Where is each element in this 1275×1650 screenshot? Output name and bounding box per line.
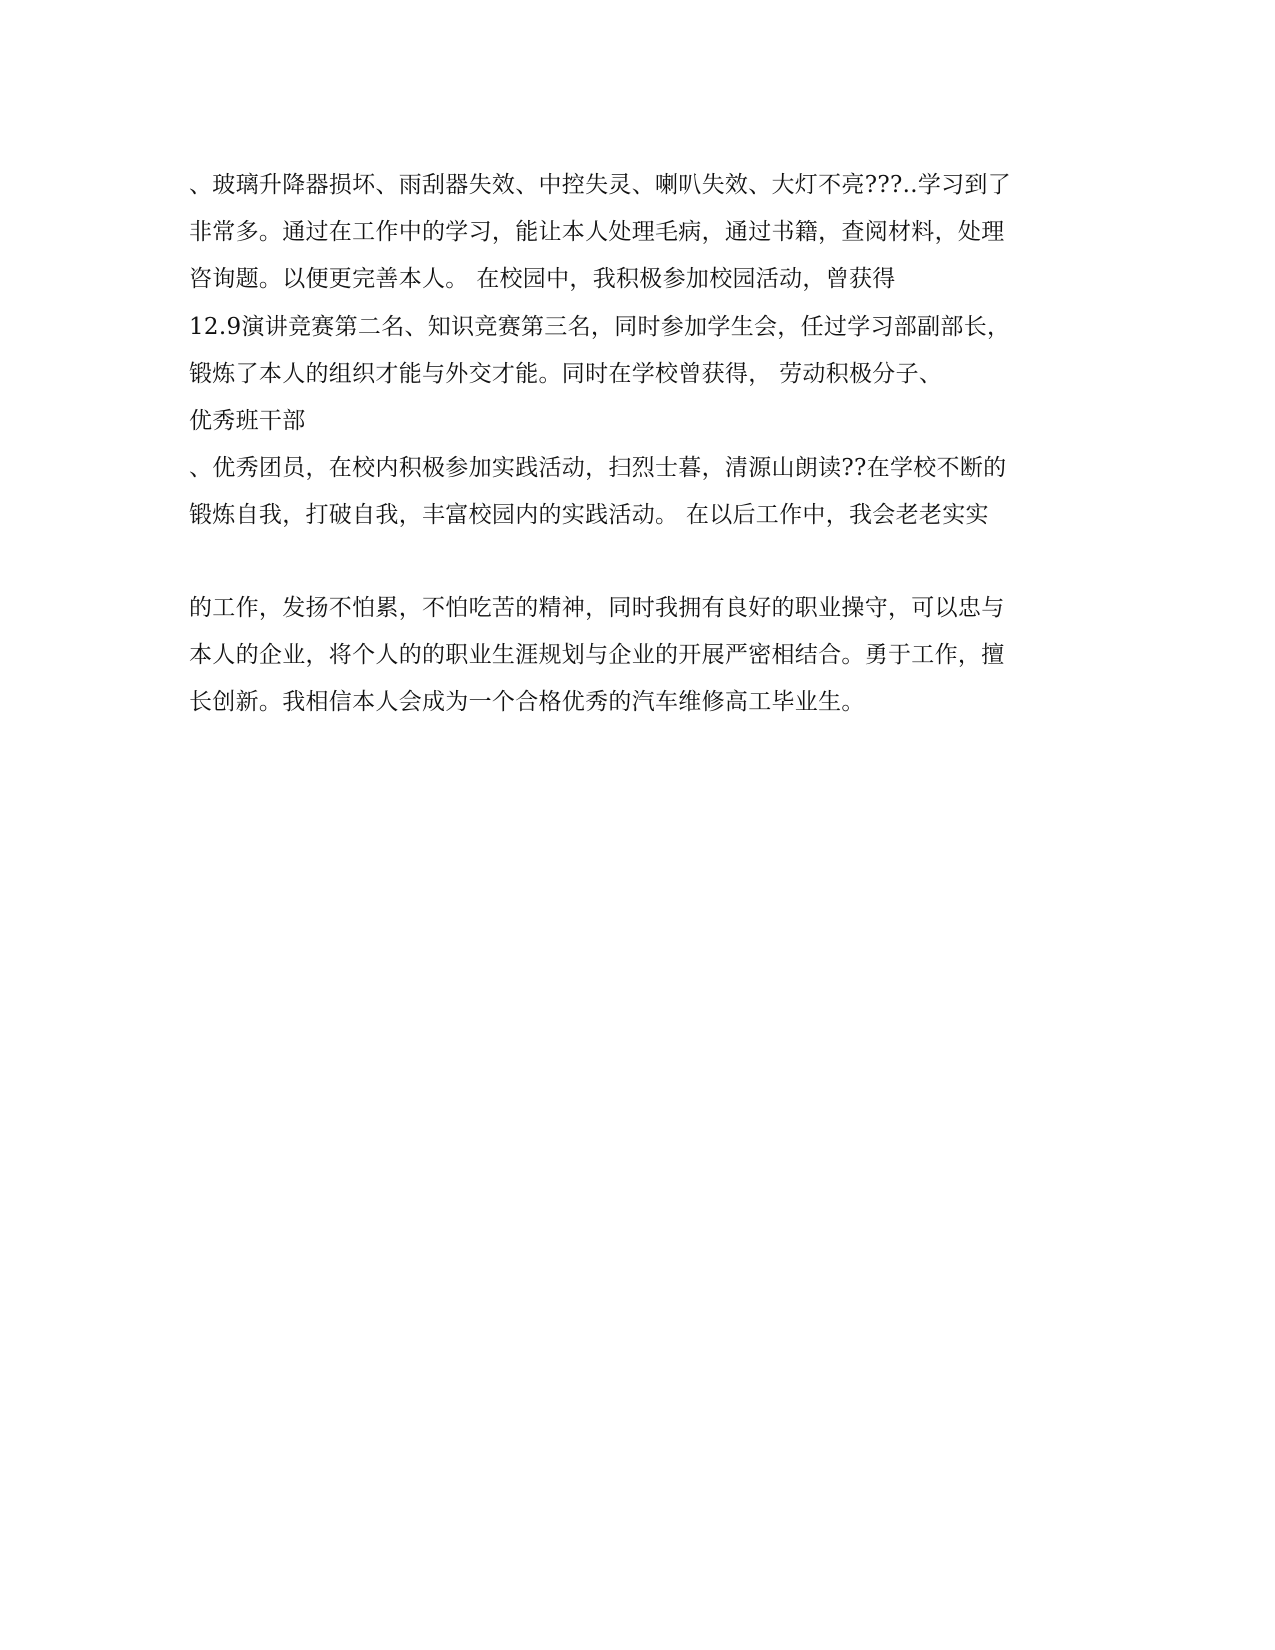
paragraph-line: 的工作，发扬不怕累，不怕吃苦的精神，同时我拥有良好的职业操守，可以忠与 bbox=[189, 595, 1005, 621]
paragraph-line: 长创新。我相信本人会成为一个合格优秀的汽车维修高工毕业生。 bbox=[189, 689, 865, 715]
paragraph-line: 锻炼自我，打破自我，丰富校园内的实践活动。 在以后工作中，我会老老实实 bbox=[189, 502, 989, 528]
paragraph-line: 、优秀团员，在校内积极参加实践活动，扫烈士暮，清源山朗读??在学校不断的 bbox=[189, 455, 1007, 481]
paragraph-line: 优秀班干部 bbox=[189, 408, 306, 434]
paragraph-line: 非常多。通过在工作中的学习，能让本人处理毛病，通过书籍，查阅材料，处理 bbox=[189, 219, 1005, 245]
paragraph-line: 本人的企业，将个人的的职业生涯规划与企业的开展严密相结合。勇于工作，擅 bbox=[189, 642, 1005, 668]
paragraph-line: 锻炼了本人的组织才能与外交才能。同时在学校曾获得， 劳动积极分子、 bbox=[189, 361, 943, 387]
paragraph-line: 、玻璃升降器损坏、雨刮器失效、中控失灵、喇叭失效、大灯不亮???..学习到了 bbox=[189, 172, 1012, 198]
paragraph-line: 咨询题。以便更完善本人。 在校园中，我积极参加校园活动，曾获得 bbox=[189, 266, 896, 292]
paragraph-line: 12.9演讲竞赛第二名、知识竞赛第三名，同时参加学生会，任过学习部副部长， bbox=[189, 314, 1011, 340]
